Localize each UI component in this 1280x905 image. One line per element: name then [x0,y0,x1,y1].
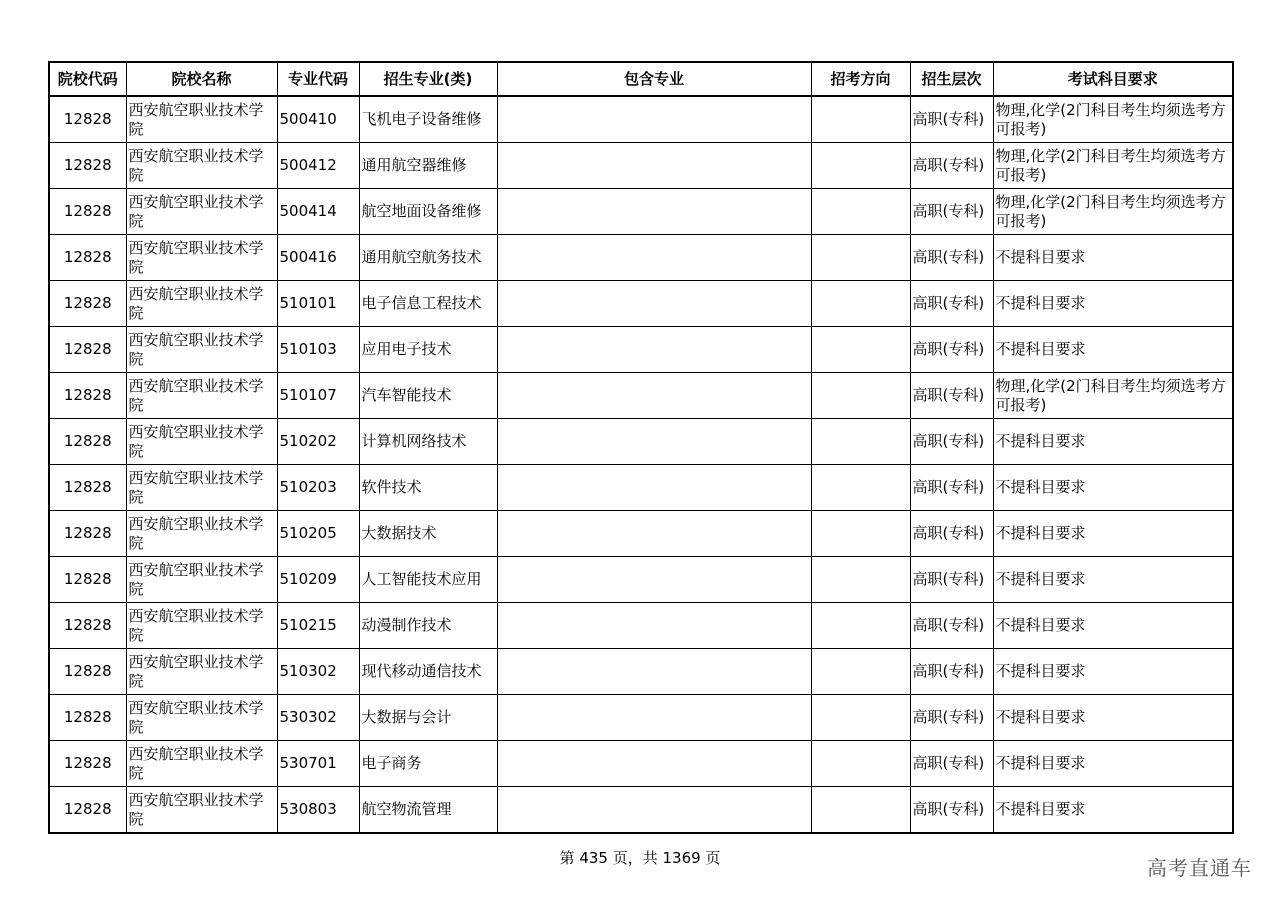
subject-requirements-cell: 不提科目要求 [993,465,1233,511]
header-school-code: 院校代码 [49,62,126,96]
direction-cell [811,695,910,741]
direction-cell [811,649,910,695]
included-majors-cell [497,96,811,143]
school-code-cell: 12828 [49,419,126,465]
table-row [49,96,1233,143]
included-majors-cell [497,235,811,281]
included-majors-cell [497,787,811,834]
school-code-cell: 12828 [49,143,126,189]
major-code-cell: 510302 [277,649,359,695]
school-name-cell: 西安航空职业技术学院 [126,649,277,695]
major-cell: 电子商务 [359,741,497,787]
table-row [49,143,1233,189]
major-cell: 航空地面设备维修 [359,189,497,235]
level-cell: 高职(专科) [910,695,993,741]
included-majors-cell [497,511,811,557]
direction-cell [811,787,910,834]
header-included-majors: 包含专业 [497,62,811,96]
school-name-cell: 西安航空职业技术学院 [126,741,277,787]
school-name-cell: 西安航空职业技术学院 [126,603,277,649]
included-majors-cell [497,557,811,603]
major-code-cell: 530302 [277,695,359,741]
header-direction: 招考方向 [811,62,910,96]
direction-cell [811,189,910,235]
table-header-row [49,62,1233,96]
subject-requirements-cell: 不提科目要求 [993,603,1233,649]
direction-cell [811,511,910,557]
major-code-cell: 510215 [277,603,359,649]
level-cell: 高职(专科) [910,465,993,511]
school-code-cell: 12828 [49,695,126,741]
included-majors-cell [497,741,811,787]
school-code-cell: 12828 [49,189,126,235]
level-cell: 高职(专科) [910,557,993,603]
school-code-cell: 12828 [49,557,126,603]
subject-requirements-cell: 不提科目要求 [993,787,1233,834]
header-school-name: 院校名称 [126,62,277,96]
table-row [49,281,1233,327]
direction-cell [811,327,910,373]
level-cell: 高职(专科) [910,603,993,649]
table-row [49,649,1233,695]
school-name-cell: 西安航空职业技术学院 [126,419,277,465]
school-code-cell: 12828 [49,603,126,649]
major-cell: 飞机电子设备维修 [359,96,497,143]
subject-requirements-cell: 不提科目要求 [993,281,1233,327]
subject-requirements-cell: 不提科目要求 [993,511,1233,557]
direction-cell [811,235,910,281]
direction-cell [811,281,910,327]
direction-cell [811,419,910,465]
level-cell: 高职(专科) [910,189,993,235]
header-major-code: 专业代码 [277,62,359,96]
major-code-cell: 500410 [277,96,359,143]
major-cell: 电子信息工程技术 [359,281,497,327]
major-code-cell: 510203 [277,465,359,511]
school-code-cell: 12828 [49,741,126,787]
school-name-cell: 西安航空职业技术学院 [126,787,277,834]
major-cell: 现代移动通信技术 [359,649,497,695]
table-row [49,373,1233,419]
school-name-cell: 西安航空职业技术学院 [126,695,277,741]
table-row [49,603,1233,649]
level-cell: 高职(专科) [910,741,993,787]
subject-requirements-cell: 物理,化学(2门科目考生均须选考方可报考) [993,96,1233,143]
subject-requirements-cell: 不提科目要求 [993,649,1233,695]
subject-requirements-cell: 不提科目要求 [993,419,1233,465]
watermark-text: 高考直通车 [1147,856,1252,880]
direction-cell [811,741,910,787]
direction-cell [811,557,910,603]
school-name-cell: 西安航空职业技术学院 [126,235,277,281]
level-cell: 高职(专科) [910,649,993,695]
level-cell: 高职(专科) [910,787,993,834]
level-cell: 高职(专科) [910,235,993,281]
major-cell: 通用航空器维修 [359,143,497,189]
included-majors-cell [497,465,811,511]
school-name-cell: 西安航空职业技术学院 [126,465,277,511]
included-majors-cell [497,603,811,649]
major-cell: 航空物流管理 [359,787,497,834]
subject-requirements-cell: 物理,化学(2门科目考生均须选考方可报考) [993,373,1233,419]
subject-requirements-cell: 不提科目要求 [993,327,1233,373]
table-row [49,235,1233,281]
school-name-cell: 西安航空职业技术学院 [126,557,277,603]
level-cell: 高职(专科) [910,419,993,465]
major-cell: 软件技术 [359,465,497,511]
level-cell: 高职(专科) [910,373,993,419]
school-code-cell: 12828 [49,327,126,373]
major-code-cell: 510101 [277,281,359,327]
subject-requirements-cell: 不提科目要求 [993,235,1233,281]
direction-cell [811,143,910,189]
table-row [49,327,1233,373]
major-cell: 汽车智能技术 [359,373,497,419]
direction-cell [811,603,910,649]
school-code-cell: 12828 [49,96,126,143]
admissions-table [48,61,1234,834]
table-row [49,787,1233,834]
school-name-cell: 西安航空职业技术学院 [126,327,277,373]
major-code-cell: 510107 [277,373,359,419]
school-code-cell: 12828 [49,649,126,695]
major-code-cell: 500414 [277,189,359,235]
level-cell: 高职(专科) [910,511,993,557]
table-row [49,741,1233,787]
admissions-table-wrapper [48,61,1232,834]
major-code-cell: 500412 [277,143,359,189]
included-majors-cell [497,189,811,235]
major-code-cell: 510209 [277,557,359,603]
major-code-cell: 510202 [277,419,359,465]
included-majors-cell [497,695,811,741]
included-majors-cell [497,281,811,327]
school-name-cell: 西安航空职业技术学院 [126,511,277,557]
included-majors-cell [497,143,811,189]
subject-requirements-cell: 不提科目要求 [993,557,1233,603]
table-row [49,465,1233,511]
school-name-cell: 西安航空职业技术学院 [126,96,277,143]
major-code-cell: 530701 [277,741,359,787]
school-code-cell: 12828 [49,465,126,511]
major-cell: 人工智能技术应用 [359,557,497,603]
school-code-cell: 12828 [49,511,126,557]
school-code-cell: 12828 [49,281,126,327]
school-name-cell: 西安航空职业技术学院 [126,373,277,419]
header-subject-requirements: 考试科目要求 [993,62,1233,96]
table-row [49,189,1233,235]
level-cell: 高职(专科) [910,327,993,373]
header-level: 招生层次 [910,62,993,96]
included-majors-cell [497,649,811,695]
included-majors-cell [497,327,811,373]
table-row [49,419,1233,465]
school-name-cell: 西安航空职业技术学院 [126,143,277,189]
school-name-cell: 西安航空职业技术学院 [126,281,277,327]
school-name-cell: 西安航空职业技术学院 [126,189,277,235]
included-majors-cell [497,419,811,465]
major-cell: 大数据与会计 [359,695,497,741]
major-cell: 动漫制作技术 [359,603,497,649]
major-cell: 大数据技术 [359,511,497,557]
subject-requirements-cell: 不提科目要求 [993,741,1233,787]
table-body [49,96,1233,833]
subject-requirements-cell: 物理,化学(2门科目考生均须选考方可报考) [993,189,1233,235]
page-number: 第 435 页，共 1369 页 [559,849,721,867]
level-cell: 高职(专科) [910,96,993,143]
school-code-cell: 12828 [49,373,126,419]
major-code-cell: 510103 [277,327,359,373]
major-cell: 通用航空航务技术 [359,235,497,281]
table-row [49,511,1233,557]
direction-cell [811,373,910,419]
subject-requirements-cell: 物理,化学(2门科目考生均须选考方可报考) [993,143,1233,189]
direction-cell [811,465,910,511]
level-cell: 高职(专科) [910,143,993,189]
table-row [49,695,1233,741]
major-cell: 应用电子技术 [359,327,497,373]
subject-requirements-cell: 不提科目要求 [993,695,1233,741]
direction-cell [811,96,910,143]
school-code-cell: 12828 [49,235,126,281]
major-cell: 计算机网络技术 [359,419,497,465]
header-major-category: 招生专业(类) [359,62,497,96]
table-row [49,557,1233,603]
school-code-cell: 12828 [49,787,126,834]
major-code-cell: 530803 [277,787,359,834]
major-code-cell: 510205 [277,511,359,557]
included-majors-cell [497,373,811,419]
major-code-cell: 500416 [277,235,359,281]
level-cell: 高职(专科) [910,281,993,327]
